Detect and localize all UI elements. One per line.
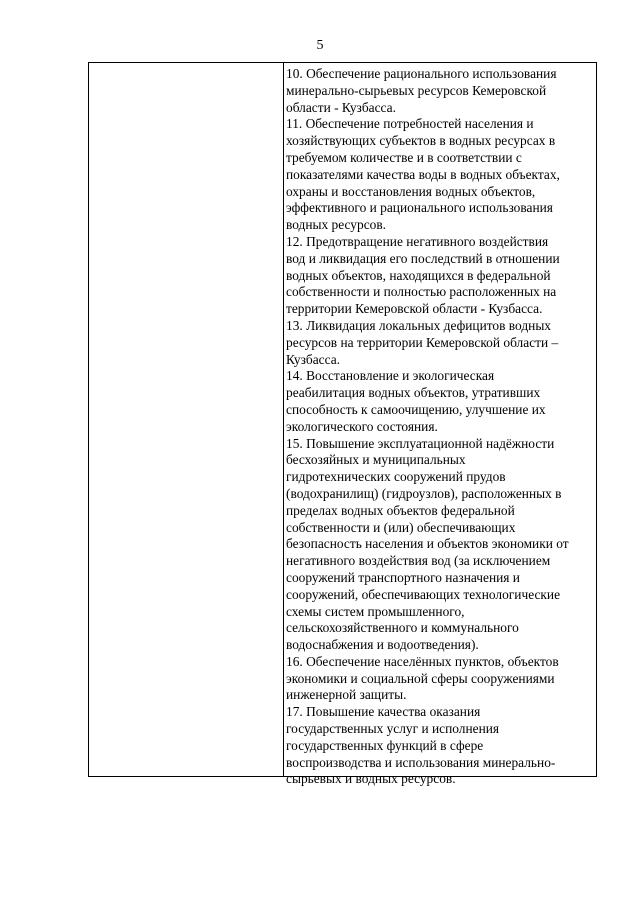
text-line: экономики и социальной сферы сооружениями bbox=[286, 670, 555, 686]
page-number: 5 bbox=[316, 38, 324, 53]
text-line: 16. Обеспечение населённых пунктов, объектов bbox=[286, 653, 559, 669]
text-line: государственных услуг и исполнения bbox=[286, 721, 500, 737]
text-line: хозяйствующих субъектов в водных ресурсах в bbox=[286, 133, 556, 149]
text-line: вод и ликвидация его последствий в отношении bbox=[286, 250, 560, 266]
text-line: 11. Обеспечение потребностей населения и bbox=[286, 116, 534, 132]
text-line: государственных функций в сфере bbox=[286, 737, 484, 753]
text-line: способность к самоочищению, улучшение их bbox=[286, 401, 546, 417]
text-line: воспроизводства и использования минерально- bbox=[286, 754, 556, 770]
text-line: 14. Восстановление и экологическая bbox=[286, 368, 495, 384]
text-line: 17. Повышение качества оказания bbox=[286, 704, 481, 720]
text-line: 10. Обеспечение рационального использования bbox=[286, 66, 557, 81]
table-cell-left bbox=[89, 63, 284, 776]
text-line: сооружений транспортного назначения и bbox=[286, 569, 520, 585]
text-line: охраны и восстановления водных объектов, bbox=[286, 183, 536, 199]
text-line: гидротехнических сооружений прудов bbox=[286, 469, 506, 485]
content-table bbox=[88, 62, 597, 787]
text-line: реабилитация водных объектов, утративших bbox=[286, 385, 541, 401]
text-line: водных объектов, находящихся в федеральной bbox=[286, 267, 551, 283]
text-line: эффективного и рационального использования bbox=[286, 200, 553, 216]
text-line: требуемом количестве и в соответствии с bbox=[286, 149, 522, 165]
text-line: схемы систем промышленного, bbox=[286, 603, 465, 619]
text-line: 12. Предотвращение негативного воздействия bbox=[286, 233, 549, 249]
text-line: негативного воздействия вод (за исключением bbox=[286, 553, 551, 569]
text-line: безопасность населения и объектов экономики от bbox=[286, 536, 569, 552]
text-line: минерально-сырьевых ресурсов Кемеровской bbox=[286, 82, 547, 98]
text-line: бесхозяйных и муниципальных bbox=[286, 452, 466, 468]
text-line: Кузбасса. bbox=[286, 351, 341, 367]
table-cell-right bbox=[286, 66, 598, 788]
text-line: 15. Повышение эксплуатационной надёжности bbox=[286, 435, 555, 451]
text-line: области - Кузбасса. bbox=[286, 99, 396, 115]
text-line: водных ресурсов. bbox=[286, 217, 386, 233]
text-line: ресурсов на территории Кемеровской области – bbox=[286, 334, 559, 350]
text-line: 13. Ликвидация локальных дефицитов водных bbox=[286, 317, 552, 333]
text-line: сооружений, обеспечивающих технологические bbox=[286, 586, 561, 602]
text-line: пределах водных объектов федеральной bbox=[286, 502, 515, 518]
text-line: собственности и полностью расположенных на bbox=[286, 284, 557, 300]
text-line: собственности и (или) обеспечивающих bbox=[286, 519, 516, 535]
text-line: водоснабжения и водоотведения). bbox=[286, 637, 479, 653]
text-line: инженерной защиты. bbox=[286, 687, 407, 703]
text-line: сырьевых и водных ресурсов. bbox=[286, 771, 456, 787]
text-line: территории Кемеровской области - Кузбасса. bbox=[286, 301, 543, 317]
text-line: экологического состояния. bbox=[286, 418, 438, 434]
text-line: показателями качества воды в водных объектах, bbox=[286, 166, 560, 182]
text-line: сельскохозяйственного и коммунального bbox=[286, 620, 519, 636]
text-line: (водохранилищ) (гидроузлов), расположенных в bbox=[286, 485, 562, 501]
